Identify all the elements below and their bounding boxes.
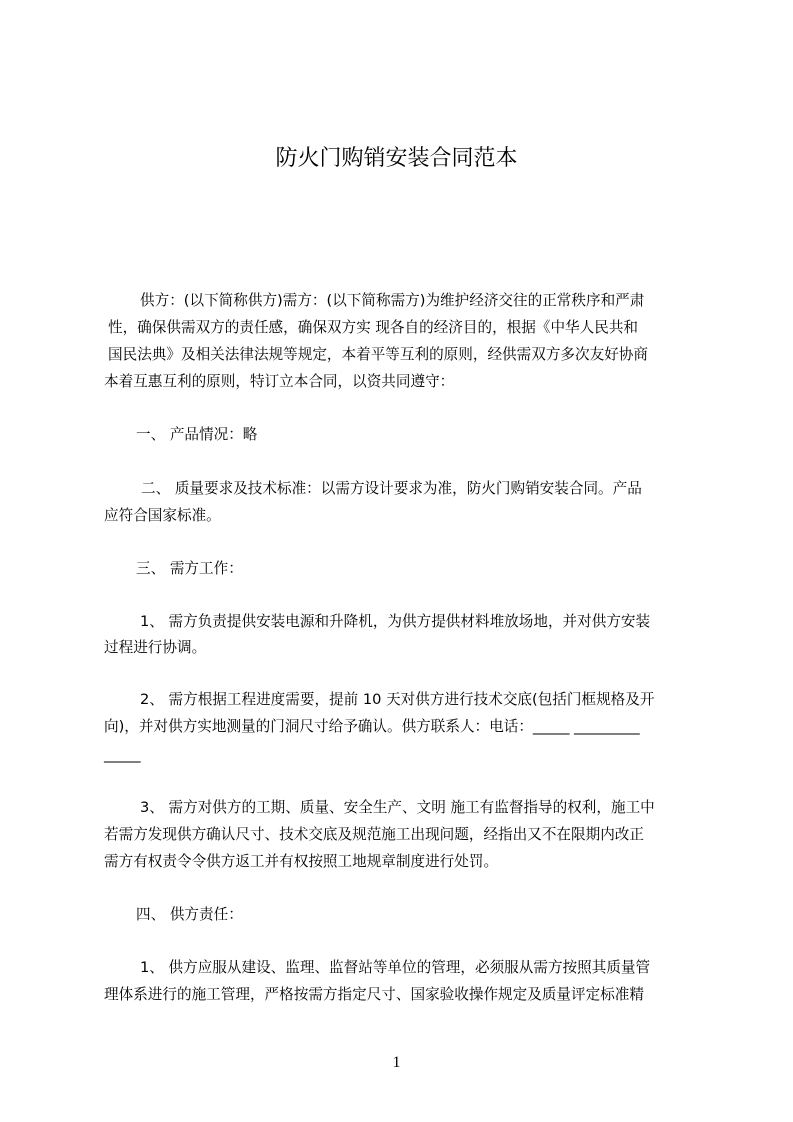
section-3-item-2-line-1: 2、 需方根据工程进度需要，提前 10 天对供方进行技术交底(包括门框规格及开 (140, 691, 655, 708)
section-1-heading: 一、 产品情况：略 (136, 426, 258, 443)
section-2-line-2: 应符合国家标准。 (104, 507, 221, 524)
section-4-item-1-line-1: 1、 供方应服从建设、监理、监督站等单位的管理，必须服从需方按照其质量管 (140, 959, 651, 976)
section-2-line-1: 二、 质量要求及技术标准：以需方设计要求为准，防火门购销安装合同。产品 (141, 480, 642, 497)
section-3-item-2-line-2: 向)，并对供方实地测量的门洞尺寸给予确认。供方联系人：电话：_____ _________ (104, 718, 640, 735)
page-number: 1 (392, 1054, 401, 1071)
document-title: 防火门购销安装合同范本 (275, 146, 518, 171)
section-3-item-1-line-1: 1、 需方负责提供安装电源和升降机，为供方提供材料堆放场地，并对供方安装 (140, 613, 651, 630)
section-3-item-3-line-2: 若需方发现供方确认尺寸、技术交底及规范施工出现问题，经指出又不在限期内改正 (104, 826, 644, 843)
section-4-heading: 四、 供方责任： (136, 906, 243, 923)
preamble-line-1: 供方：(以下简称供方)需方：(以下简称需方)为维护经济交往的正常秩序和严肃 (140, 292, 645, 309)
section-3-item-3-line-1: 3、 需方对供方的工期、质量、安全生产、文明 施工有监督指导的权利，施工中 (140, 799, 655, 816)
preamble-line-2: 性，确保供需双方的责任感，确保双方实 现各自的经济目的，根据《中华人民共和 (108, 319, 639, 336)
section-4-item-1-line-2: 理体系进行的施工管理，严格按需方指定尺寸、国家验收操作规定及质量评定标准精 (104, 986, 644, 1003)
section-3-item-3-line-3: 需方有权责令令供方返工并有权按照工地规章制度进行处罚。 (104, 853, 499, 870)
section-3-item-1-line-2: 过程进行协调。 (104, 639, 207, 656)
preamble-line-3: 国民法典》及相关法律法规等规定，本着平等互利的原则，经供需双方多次友好协商 (108, 346, 648, 363)
section-3-item-2-line-3: _____ (104, 746, 141, 763)
preamble-line-4: 本着互惠互利的原则，特订立本合同，以资共同遵守： (104, 373, 455, 390)
section-3-heading: 三、 需方工作： (136, 560, 243, 577)
